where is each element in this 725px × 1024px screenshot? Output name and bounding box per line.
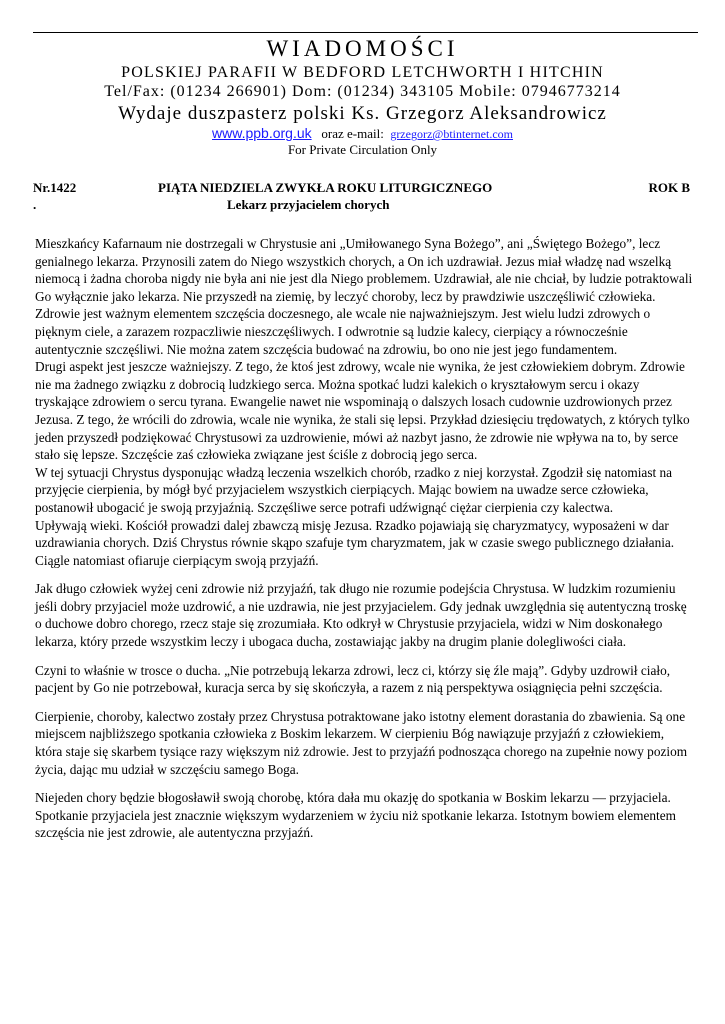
article-title-row	[33, 196, 690, 214]
paragraph: Drugi aspekt jest jeszcze ważniejszy. Z tego, że ktoś jest zdrowy, wcale nie wynika, że jest człowiekiem dobrym. Zdrowie nie ma żadnego związku z dobrocią ludzkiego serca. Można spotkać ludzi kalekich o kryształowym sercu i okazy tryskające zdrowiem o sercu tyrana. Ewangelie nawet nie wspominają o dalszych losach cudownie uzdrowionych przez Jezusa. Z tego, że wrócili do zdrowia, wcale nie wynika, że stali się lepsi. Przykład dziesięciu trędowatych, z których tylko jeden przyszedł podziękować Chrystusowi za uzdrowienie, mówi aż nazbyt jasno, że zdrowie nie wpływa na to, by serce stało się lepsze. Szczęście zaś człowieka związane jest ściśle z dobrocią jego serca.	[35, 359, 690, 463]
issue-row	[33, 179, 690, 197]
contact-line: Tel/Fax: (01234 266901) Dom: (01234) 343105 Mobile: 07946773214	[104, 83, 621, 100]
paragraph: Cierpienie, choroby, kalectwo zostały przez Chrystusa potraktowane jako istotny element dorastania do zbawienia. Są one miejscem najbliższego spotkania człowieka z Boskim lekarzem. W cierpieniu Bóg nawiązuje przyjaźń z człowiekiem, która staje się skarbem tysiące razy większym niż zdrowie. Jest to przyjaźń podnosząca chorego na zupełnie nowy poziom życia, dając mu udział w szczęściu samego Boga.	[35, 708, 688, 777]
website-link[interactable]: www.ppb.org.uk	[212, 125, 312, 141]
row-dot: .	[33, 197, 37, 212]
circulation-note: For Private Circulation Only	[287, 142, 438, 157]
article-title: Lekarz przyjacielem chorych	[227, 197, 390, 212]
newsletter-title: WIADOMOŚCI	[266, 36, 459, 61]
paragraph: Mieszkańcy Kafarnaum nie dostrzegali w Chrystusie ani „Umiłowanego Syna Bożego”, ani „Świętego Bożego”, lecz genialnego lekarza. Przynosili zatem do Niego wszystkich chorych, a On ich uzdrawiał. Jezus miał władzę nad wszelką niemocą i żadna choroba nigdy nie była ani nie jest dla Niego problemem. Uzdrawiał, ale nie chciał, by ludzie potraktowali Go wyłącznie jako lekarza. Nie przyszedł na ziemię, by leczyć choroby, lecz by prawdziwie uszczęśliwić człowieka.	[35, 236, 693, 304]
email-prefix: oraz e-mail:	[321, 126, 384, 141]
publisher-line: Wydaje duszpasterz polski Ks. Grzegorz Aleksandrowicz	[118, 103, 607, 124]
liturgical-year: ROK B	[648, 180, 690, 195]
paragraph: Jak długo człowiek wyżej ceni zdrowie niż przyjaźń, tak długo nie rozumie podejścia Chrystusa. W ludzkim rozumieniu jeśli dobry przyjaciel może uzdrowić, a nie uzdrawia, nie jest przyjacielem. Gdy jednak uwzględnia się autentyczną troskę o duchowe dobro chorego, rzecz staje się zrozumiała. Kto odkrył w Chrystusie przyjaciela, widzi w Nim doskonałego lekarza, który przede wszystkim leczy i ubogaca ducha, zostawiając jakby na drugim planie dolegliwości ciała.	[35, 581, 687, 650]
issue-number: Nr.1422	[33, 180, 77, 195]
paragraph: Upływają wieki. Kościół prowadzi dalej zbawczą misję Jezusa. Rzadko pojawiają się charyzmatycy, wyposażeni w dar uzdrawiania chorych. Dziś Chrystus równie skąpo szafuje tym charyzmatem, jak w czasie swego publicznego działania. Ciągle natomiast ofiaruje cierpiącym swoją przyjaźń.	[35, 517, 675, 568]
article-body	[35, 235, 693, 842]
paragraph: Zdrowie jest ważnym elementem szczęścia doczesnego, ale wcale nie najważniejszym. Jest wielu ludzi zdrowych o pięknym ciele, a zarazem rozpaczliwie nieszczęśliwych. I odwrotnie są ludzie kalecy, cierpiący a równocześnie autentycznie szczęśliwi. Nie można zatem szczęścia budować na zdrowiu, bo ono nie jest jego fundamentem.	[35, 306, 651, 357]
web-line	[0, 125, 725, 142]
top-rule	[33, 32, 698, 33]
paragraph: Niejeden chory będzie błogosławił swoją chorobę, która dała mu okazję do spotkania w Boskim lekarzu — przyjaciela. Spotkanie przyjaciela jest znacznie większym wydarzeniem w życiu niż spotkanie lekarza. Istotnym bowiem elementem szczęścia nie jest zdrowie, ale autentyczna przyjaźń.	[35, 790, 676, 841]
paragraph: Czyni to właśnie w trosce o ducha. „Nie potrzebują lekarza zdrowi, lecz ci, którzy się źle mają”. Gdyby uzdrowił ciało, pacjent by Go nie potrzebował, kuracja serca by się skończyła, a razem z nią perspektywa osiągnięcia pełni szczęścia.	[35, 662, 671, 696]
email-link[interactable]: grzegorz@btinternet.com	[390, 127, 513, 141]
newsletter-subtitle: POLSKIEJ PARAFII W BEDFORD LETCHWORTH I HITCHIN	[121, 64, 604, 81]
paragraph: W tej sytuacji Chrystus dysponując władzą leczenia wszelkich chorób, rzadko z niej korzystał. Zgodził się natomiast na przyjęcie cierpienia, by mógł być przyjacielem wszystkich cierpiących. Mając bowiem na uwadze serce człowieka, postanowił ubogacić je swoją przyjaźnią. Szczęśliwe serce potrafi udźwignąć ciężar cierpienia czy kalectwa.	[35, 464, 673, 515]
sunday-title: PIĄTA NIEDZIELA ZWYKŁA ROKU LITURGICZNEGO	[158, 180, 493, 195]
